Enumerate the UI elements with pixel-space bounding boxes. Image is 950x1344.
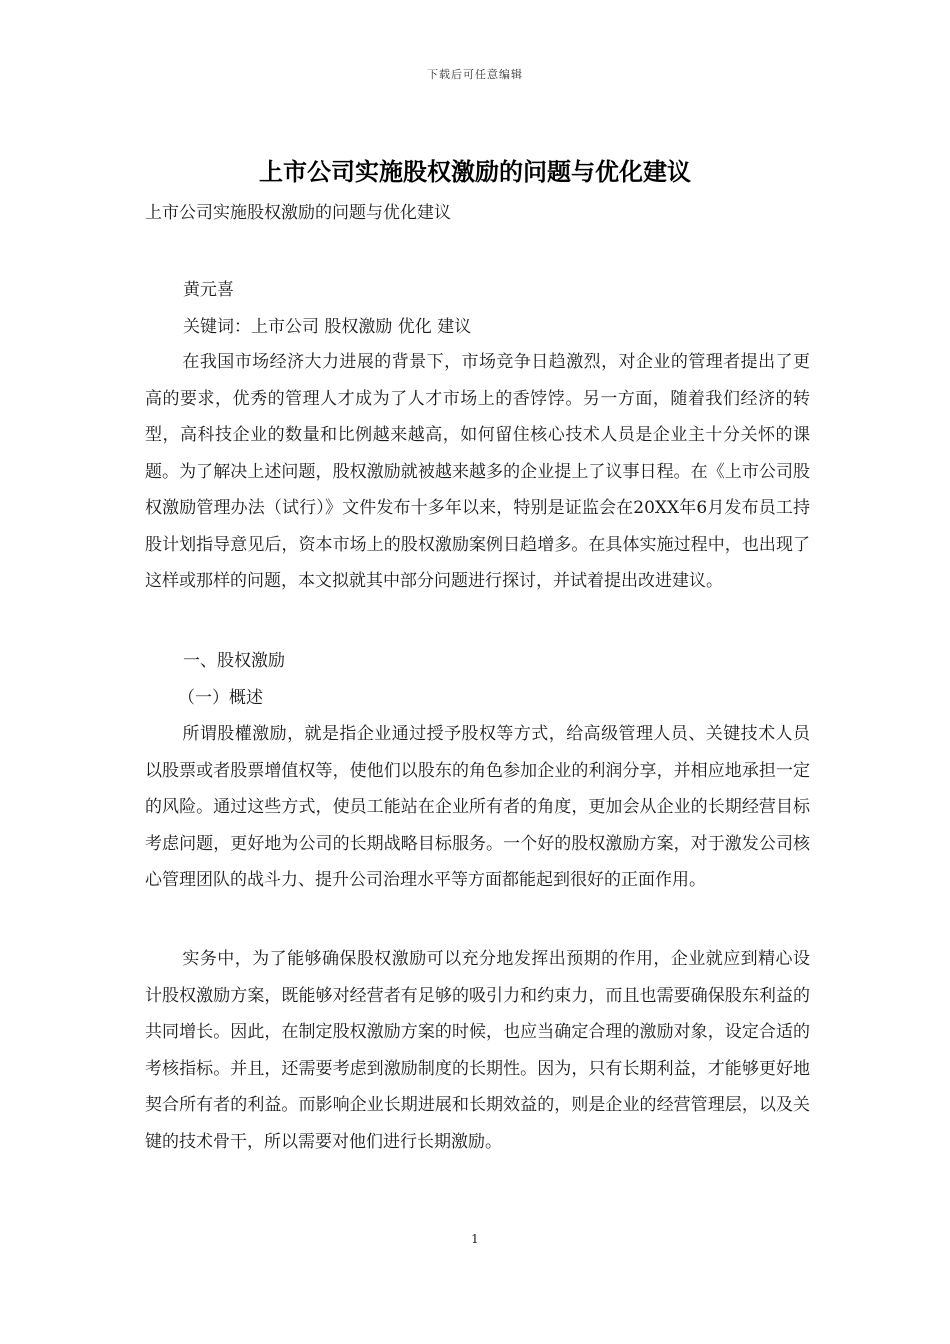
author-name: 黄元喜 <box>183 280 234 300</box>
paragraph-introduction: 在我国市场经济大力进展的背景下，市场竞争日趋激烈，对企业的管理者提出了更高的要求，优秀的管理人才成为了人才市场上的香饽饽。另一方面，随着我们经济的转型，高科技企业的数量和比例越来越高，如何留住核心技术人员是企业主十分关怀的课题。为了解决上述问题，股权激励就被越来越多的企业提上了议事日程。在《上市公司股权激励管理办法（试行）》文件发布十多年以来，特别是证监会在20XX年6月发布员工持股计划指导意见后，资本市场上的股权激励案例日趋增多。在具体实施过程中，也出现了这样或那样的问题，本文拟就其中部分问题进行探讨，并试着提出改进建议。 <box>145 352 810 591</box>
header-note: 下载后可任意编辑 <box>427 68 523 81</box>
document-subtitle: 上市公司实施股权激励的问题与优化建议 <box>145 203 451 223</box>
paragraph-practice: 实务中，为了能够确保股权激励可以充分地发挥出预期的作用，企业就应到精心设计股权激励方案，既能够对经营者有足够的吸引力和约束力，而且也需要确保股东利益的共同增长。因此，在制定股权激励方案的时候，也应当确定合理的激励对象，设定合适的考核指标。并且，还需要考虑到激励制度的长期性。因为，只有长期利益，才能够更好地契合所有者的利益。而影响企业长期进展和长期效益的，则是企业的经营管理层，以及关键的技术骨干，所以需要对他们进行长期激励。 <box>145 949 810 1152</box>
paragraph-definition: 所谓股權激励，就是指企业通过授予股权等方式，给高级管理人员、关键技术人员以股票或者股票增值权等，使他们以股东的角色参加企业的利润分享，并相应地承担一定的风险。通过这些方式，使员工能站在企业所有者的角度，更加会从企业的长期经营目标考虑问题，更好地为公司的长期战略目标服务。一个好的股权激励方案，对于激发公司核心管理团队的战斗力、提升公司治理水平等方面都能起到很好的正面作用。 <box>145 724 810 890</box>
document-title: 上市公司实施股权激励的问题与优化建议 <box>259 157 691 186</box>
keywords-line: 关键词：上市公司 股权激励 优化 建议 <box>183 317 472 337</box>
page-number: 1 <box>471 1232 479 1246</box>
section-heading-equity-incentive: 一、股权激励 <box>183 651 285 671</box>
subsection-heading-overview: （一）概述 <box>178 688 263 708</box>
